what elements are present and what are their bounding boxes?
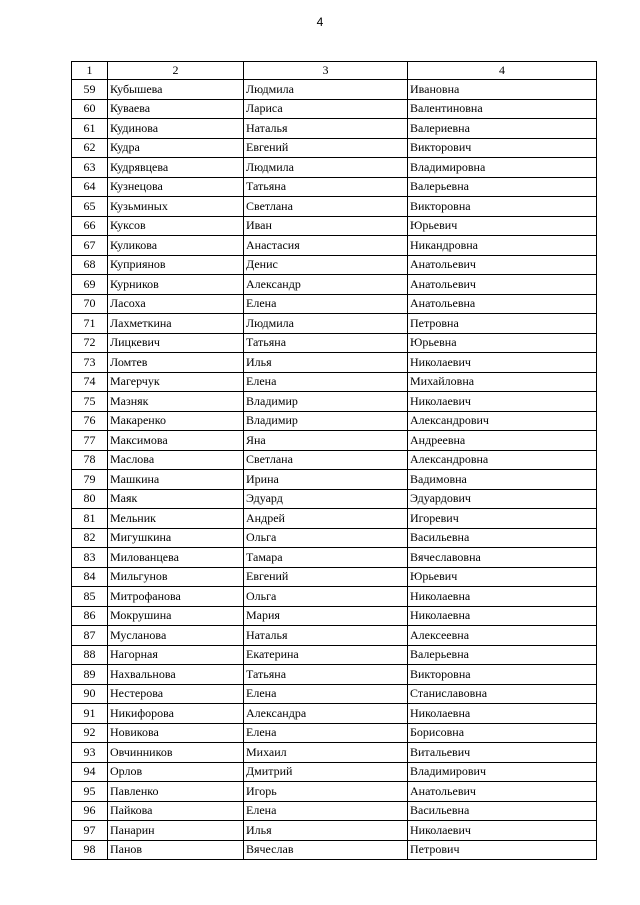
first-name-cell: Вячеслав [244, 840, 408, 860]
surname-cell: Кудинова [108, 119, 244, 139]
surname-cell: Пайкова [108, 801, 244, 821]
table-row [72, 450, 597, 470]
row-number: 65 [72, 197, 108, 217]
patronymic-cell: Валерьевна [408, 177, 597, 197]
row-number: 98 [72, 840, 108, 860]
surname-cell: Куприянов [108, 255, 244, 275]
patronymic-cell: Валентиновна [408, 99, 597, 119]
first-name-cell: Наталья [244, 119, 408, 139]
patronymic-cell: Никандровна [408, 236, 597, 256]
table-row [72, 782, 597, 802]
surname-cell: Макаренко [108, 411, 244, 431]
table-row [72, 236, 597, 256]
first-name-cell: Елена [244, 372, 408, 392]
patronymic-cell: Васильевна [408, 801, 597, 821]
first-name-cell: Андрей [244, 509, 408, 529]
first-name-cell: Евгений [244, 138, 408, 158]
first-name-cell: Игорь [244, 782, 408, 802]
patronymic-cell: Петрович [408, 840, 597, 860]
row-number: 69 [72, 275, 108, 295]
row-number: 81 [72, 509, 108, 529]
table-body [72, 80, 597, 860]
patronymic-cell: Николаевна [408, 606, 597, 626]
patronymic-cell: Николаевна [408, 704, 597, 724]
patronymic-cell: Владимирович [408, 762, 597, 782]
table-row [72, 509, 597, 529]
patronymic-cell: Анатольевна [408, 294, 597, 314]
table-row [72, 138, 597, 158]
first-name-cell: Светлана [244, 197, 408, 217]
table-row [72, 275, 597, 295]
patronymic-cell: Андреевна [408, 431, 597, 451]
surname-cell: Ласоха [108, 294, 244, 314]
row-number: 71 [72, 314, 108, 334]
row-number: 68 [72, 255, 108, 275]
row-number: 84 [72, 567, 108, 587]
table-row [72, 158, 597, 178]
row-number: 66 [72, 216, 108, 236]
table-row [72, 216, 597, 236]
surname-cell: Мокрушина [108, 606, 244, 626]
first-name-cell: Ольга [244, 528, 408, 548]
patronymic-cell: Викторовна [408, 197, 597, 217]
row-number: 70 [72, 294, 108, 314]
row-number: 92 [72, 723, 108, 743]
patronymic-cell: Васильевна [408, 528, 597, 548]
table-row [72, 80, 597, 100]
row-number: 73 [72, 353, 108, 373]
table-row [72, 548, 597, 568]
patronymic-cell: Валерьевна [408, 645, 597, 665]
patronymic-cell: Эдуардович [408, 489, 597, 509]
surname-cell: Павленко [108, 782, 244, 802]
patronymic-cell: Анатольевич [408, 275, 597, 295]
first-name-cell: Анастасия [244, 236, 408, 256]
surname-cell: Кудрявцева [108, 158, 244, 178]
table-row [72, 684, 597, 704]
surname-cell: Новикова [108, 723, 244, 743]
surname-cell: Милованцева [108, 548, 244, 568]
surname-cell: Максимова [108, 431, 244, 451]
first-name-cell: Яна [244, 431, 408, 451]
row-number: 93 [72, 743, 108, 763]
surname-cell: Мильгунов [108, 567, 244, 587]
first-name-cell: Татьяна [244, 177, 408, 197]
surname-cell: Панов [108, 840, 244, 860]
row-number: 95 [72, 782, 108, 802]
first-name-cell: Илья [244, 353, 408, 373]
row-number: 78 [72, 450, 108, 470]
surname-cell: Машкина [108, 470, 244, 490]
table-row [72, 528, 597, 548]
row-number: 87 [72, 626, 108, 646]
first-name-cell: Татьяна [244, 333, 408, 353]
row-number: 59 [72, 80, 108, 100]
surname-cell: Кудра [108, 138, 244, 158]
table-row [72, 372, 597, 392]
first-name-cell: Людмила [244, 80, 408, 100]
table-row [72, 353, 597, 373]
surname-cell: Маслова [108, 450, 244, 470]
row-number: 82 [72, 528, 108, 548]
surname-cell: Панарин [108, 821, 244, 841]
header-col-surname: 2 [108, 62, 244, 80]
first-name-cell: Александр [244, 275, 408, 295]
row-number: 62 [72, 138, 108, 158]
first-name-cell: Иван [244, 216, 408, 236]
first-name-cell: Дмитрий [244, 762, 408, 782]
first-name-cell: Елена [244, 801, 408, 821]
header-col-patronymic: 4 [408, 62, 597, 80]
patronymic-cell: Вадимовна [408, 470, 597, 490]
first-name-cell: Наталья [244, 626, 408, 646]
first-name-cell: Татьяна [244, 665, 408, 685]
table-row [72, 723, 597, 743]
row-number: 83 [72, 548, 108, 568]
surname-cell: Ломтев [108, 353, 244, 373]
first-name-cell: Тамара [244, 548, 408, 568]
first-name-cell: Екатерина [244, 645, 408, 665]
patronymic-cell: Борисовна [408, 723, 597, 743]
row-number: 76 [72, 411, 108, 431]
row-number: 94 [72, 762, 108, 782]
patronymic-cell: Николаевна [408, 587, 597, 607]
first-name-cell: Владимир [244, 392, 408, 412]
surname-cell: Мигушкина [108, 528, 244, 548]
surname-cell: Митрофанова [108, 587, 244, 607]
row-number: 89 [72, 665, 108, 685]
row-number: 97 [72, 821, 108, 841]
table-row [72, 177, 597, 197]
table-row [72, 840, 597, 860]
first-name-cell: Ирина [244, 470, 408, 490]
first-name-cell: Лариса [244, 99, 408, 119]
surname-cell: Кубышева [108, 80, 244, 100]
table-header [72, 62, 597, 80]
patronymic-cell: Валериевна [408, 119, 597, 139]
first-name-cell: Эдуард [244, 489, 408, 509]
first-name-cell: Илья [244, 821, 408, 841]
surname-cell: Овчинников [108, 743, 244, 763]
table-row [72, 762, 597, 782]
table-row [72, 197, 597, 217]
patronymic-cell: Николаевич [408, 821, 597, 841]
row-number: 75 [72, 392, 108, 412]
row-number: 77 [72, 431, 108, 451]
surname-cell: Курников [108, 275, 244, 295]
row-number: 74 [72, 372, 108, 392]
surname-cell: Нахвальнова [108, 665, 244, 685]
surname-cell: Нагорная [108, 645, 244, 665]
patronymic-cell: Николаевич [408, 392, 597, 412]
patronymic-cell: Анатольевич [408, 255, 597, 275]
surname-cell: Магерчук [108, 372, 244, 392]
table-row [72, 294, 597, 314]
table-row [72, 704, 597, 724]
first-name-cell: Елена [244, 723, 408, 743]
header-row [72, 62, 597, 80]
patronymic-cell: Викторович [408, 138, 597, 158]
table-row [72, 333, 597, 353]
row-number: 91 [72, 704, 108, 724]
first-name-cell: Людмила [244, 314, 408, 334]
first-name-cell: Денис [244, 255, 408, 275]
surname-cell: Орлов [108, 762, 244, 782]
first-name-cell: Александра [244, 704, 408, 724]
table-row [72, 119, 597, 139]
table-row [72, 255, 597, 275]
row-number: 67 [72, 236, 108, 256]
surname-cell: Мазняк [108, 392, 244, 412]
surname-cell: Лицкевич [108, 333, 244, 353]
surname-cell: Кузьминых [108, 197, 244, 217]
table-row [72, 314, 597, 334]
surname-cell: Нестерова [108, 684, 244, 704]
table-row [72, 645, 597, 665]
patronymic-cell: Викторовна [408, 665, 597, 685]
patronymic-cell: Михайловна [408, 372, 597, 392]
row-number: 61 [72, 119, 108, 139]
surname-cell: Никифорова [108, 704, 244, 724]
patronymic-cell: Юрьевич [408, 567, 597, 587]
first-name-cell: Владимир [244, 411, 408, 431]
header-col-first-name: 3 [244, 62, 408, 80]
table-row [72, 431, 597, 451]
table-row [72, 801, 597, 821]
patronymic-cell: Анатольевич [408, 782, 597, 802]
table-row [72, 470, 597, 490]
surname-cell: Мусланова [108, 626, 244, 646]
row-number: 80 [72, 489, 108, 509]
row-number: 60 [72, 99, 108, 119]
row-number: 85 [72, 587, 108, 607]
patronymic-cell: Юрьевна [408, 333, 597, 353]
page-number: 4 [316, 15, 324, 29]
table-row [72, 567, 597, 587]
patronymic-cell: Станиславовна [408, 684, 597, 704]
first-name-cell: Светлана [244, 450, 408, 470]
table-row [72, 392, 597, 412]
table-row [72, 665, 597, 685]
table-row [72, 606, 597, 626]
row-number: 86 [72, 606, 108, 626]
table-row [72, 743, 597, 763]
table-row [72, 821, 597, 841]
surname-cell: Лахметкина [108, 314, 244, 334]
surname-cell: Кузнецова [108, 177, 244, 197]
row-number: 79 [72, 470, 108, 490]
patronymic-cell: Игоревич [408, 509, 597, 529]
patronymic-cell: Алексеевна [408, 626, 597, 646]
table-row [72, 587, 597, 607]
table-row [72, 99, 597, 119]
row-number: 72 [72, 333, 108, 353]
header-col-number: 1 [72, 62, 108, 80]
first-name-cell: Евгений [244, 567, 408, 587]
table-row [72, 626, 597, 646]
patronymic-cell: Александровна [408, 450, 597, 470]
patronymic-cell: Вячеславовна [408, 548, 597, 568]
patronymic-cell: Александрович [408, 411, 597, 431]
surname-cell: Куликова [108, 236, 244, 256]
patronymic-cell: Ивановна [408, 80, 597, 100]
patronymic-cell: Петровна [408, 314, 597, 334]
surname-cell: Маяк [108, 489, 244, 509]
patronymic-cell: Владимировна [408, 158, 597, 178]
first-name-cell: Ольга [244, 587, 408, 607]
row-number: 96 [72, 801, 108, 821]
row-number: 63 [72, 158, 108, 178]
names-table [71, 61, 597, 860]
first-name-cell: Елена [244, 684, 408, 704]
surname-cell: Мельник [108, 509, 244, 529]
first-name-cell: Михаил [244, 743, 408, 763]
first-name-cell: Людмила [244, 158, 408, 178]
first-name-cell: Мария [244, 606, 408, 626]
surname-cell: Куваева [108, 99, 244, 119]
patronymic-cell: Николаевич [408, 353, 597, 373]
row-number: 88 [72, 645, 108, 665]
surname-cell: Куксов [108, 216, 244, 236]
patronymic-cell: Витальевич [408, 743, 597, 763]
first-name-cell: Елена [244, 294, 408, 314]
table-row [72, 411, 597, 431]
row-number: 64 [72, 177, 108, 197]
table-row [72, 489, 597, 509]
row-number: 90 [72, 684, 108, 704]
patronymic-cell: Юрьевич [408, 216, 597, 236]
